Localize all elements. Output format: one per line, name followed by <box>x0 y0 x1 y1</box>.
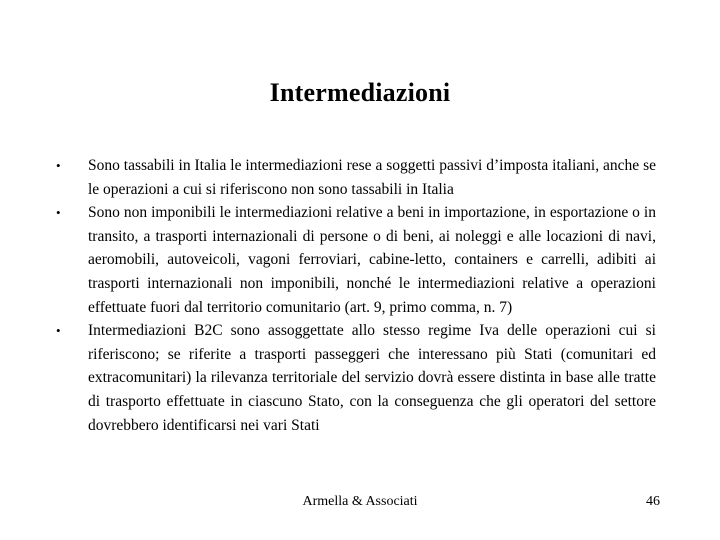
slide-title: Intermediazioni <box>269 78 451 107</box>
bullet-text-3: Intermediazioni B2C sono assoggettate allo stesso regime Iva delle operazioni cui si riferiscono; se riferite a trasporti passeggeri che interessano più Stati (comunitari ed extracomunitari) la rilevanza territoriale del servizio dovrà essere distinta in base alle tratte di trasporto effettuate in ciascuno Stato, con la conseguenza che gli operatori del settore dovrebbero identificarsi nei vari Stati <box>88 322 656 434</box>
page-number: 46 <box>646 494 660 509</box>
bullet-item-3 <box>56 319 656 437</box>
bullet-dot-icon: • <box>56 158 61 173</box>
bullet-dot-icon: • <box>56 205 61 221</box>
bullet-item-1 <box>56 154 656 201</box>
bullet-text-1: Sono tassabili in Italia le intermediazioni rese a soggetti passivi d’imposta italiani, anche se le operazioni a cui si riferiscono non sono tassabili in Italia <box>88 157 656 198</box>
bullet-text-2: Sono non imponibili le intermediazioni relative a beni in importazione, in esportazione o in transito, a trasporti internazionali di persone o di beni, ai noleggi e alle locazioni di navi, aeromobili, autoveicoli, vagoni ferroviari, cabine-letto, containers e carrelli, adibiti ai trasporti internazionali non imponibili, nonché le intermediazioni relative a operazioni effettuate fuori dal territorio comunitario (art. 9, primo comma, n. 7) <box>88 204 656 316</box>
bullet-dot-icon: • <box>56 323 61 339</box>
bullet-list <box>56 154 656 437</box>
bullet-item-2 <box>56 201 656 319</box>
footer-author: Armella & Associati <box>302 494 418 509</box>
